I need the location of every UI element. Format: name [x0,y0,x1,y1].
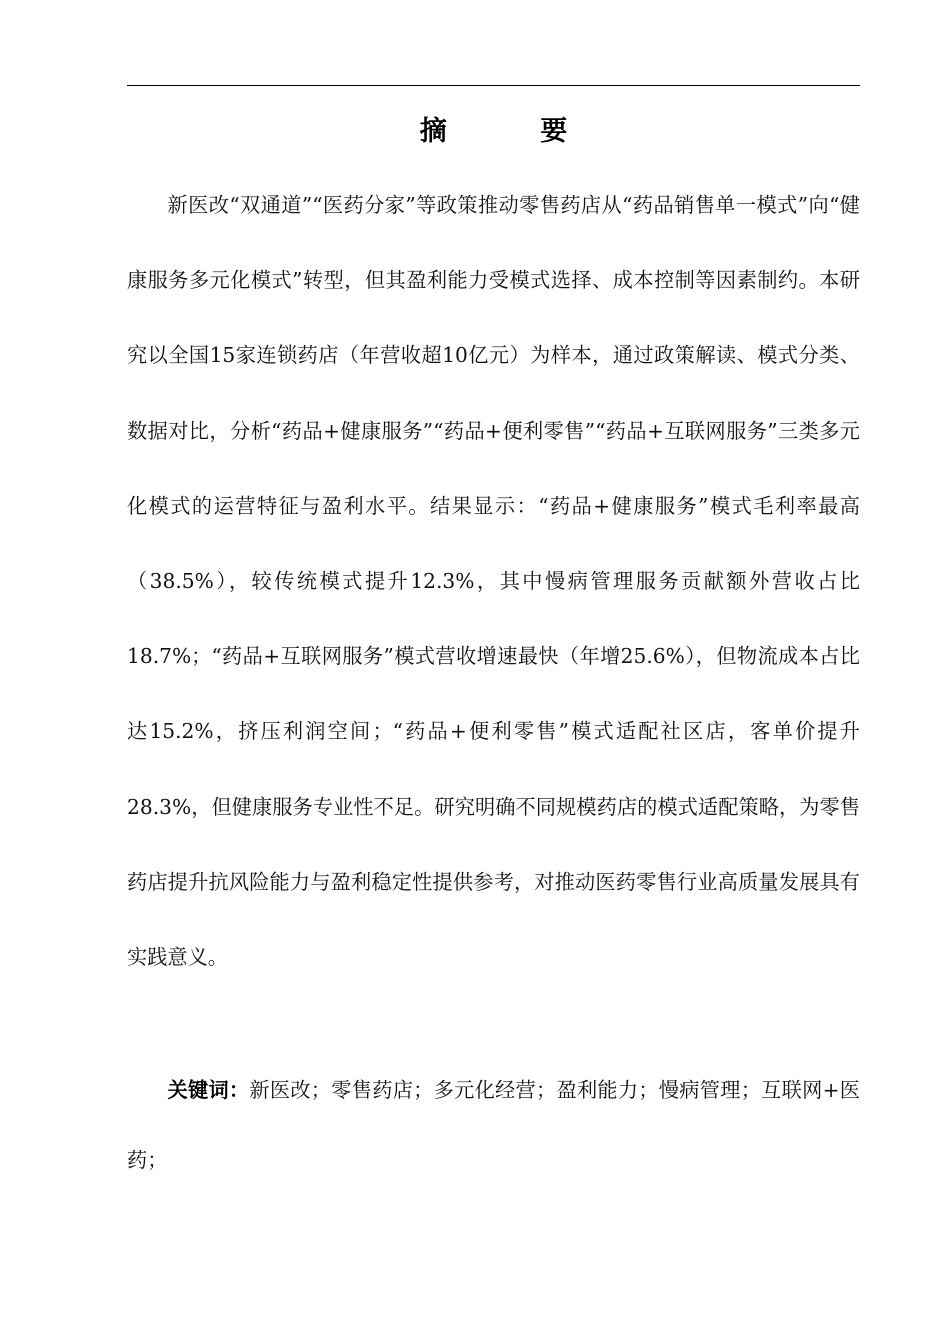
keywords-paragraph [127,1055,860,1195]
keywords-text: 新医改；零售药店；多元化经营；盈利能力；慢病管理；互联网+医药； [127,1078,860,1172]
header-rule [127,85,860,86]
abstract-title: 摘 要 [419,116,610,147]
abstract-body: 新医改“双通道”“医药分家”等政策推动零售药店从“药品销售单一模式”向“健康服务多元化模式”转型，但其盈利能力受模式选择、成本控制等因素制约。本研究以全国15家连锁药店（年营收超10亿元）为样本，通过政策解读、模式分类、数据对比，分析“药品+健康服务”“药品+便利零售”“药品+互联网服务”三类多元化模式的运营特征与盈利水平。结果显示：“药品+健康服务”模式毛利率最高（38.5%），较传统模式提升12.3%，其中慢病管理服务贡献额外营收占比18.7%；“药品+互联网服务”模式营收增速最快（年增25.6%），但物流成本占比达15.2%，挤压利润空间；“药品+便利零售”模式适配社区店，客单价提升28.3%，但健康服务专业性不足。研究明确不同规模药店的模式适配策略，为零售药店提升抗风险能力与盈利稳定性提供参考，对推动医药零售行业高质量发展具有实践意义。 [127,193,860,970]
keywords-label: 关键词： [167,1078,250,1102]
